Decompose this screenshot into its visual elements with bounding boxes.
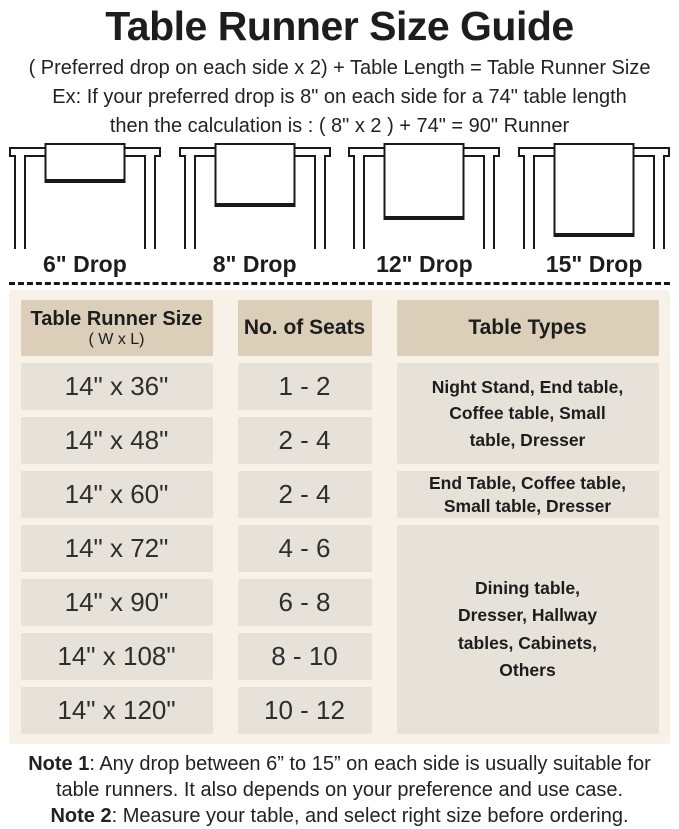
table-types-cell-medium — [397, 471, 659, 518]
table-types-text: Night Stand, End table, Coffee table, Small table, Dresser — [431, 377, 624, 450]
column-table-types — [397, 300, 659, 734]
runner-graphic — [214, 143, 295, 207]
header-runner-size — [21, 300, 213, 356]
formula-text: ( Preferred drop on each side x 2) + Table Length = Table Runner Size — [28, 57, 651, 79]
column-runner-size — [21, 300, 213, 734]
note-2-text: : Measure your table, and select right size before ordering. — [111, 805, 629, 827]
table-leg-left-icon — [353, 155, 365, 249]
size-table-panel — [9, 290, 670, 744]
drop-illustrations — [0, 143, 679, 249]
note-2-label: Note 2 — [50, 805, 112, 827]
drop-illustration-8 — [170, 143, 340, 249]
size-cell: 14" x 120" — [21, 687, 213, 734]
table-leg-left-icon — [14, 155, 26, 249]
table-figure — [348, 143, 500, 249]
seats-cell: 8 - 10 — [238, 633, 372, 680]
seats-cell: 6 - 8 — [238, 579, 372, 626]
size-cell: 14" x 48" — [21, 417, 213, 464]
runner-graphic — [384, 143, 465, 220]
note-1 — [8, 751, 672, 803]
drop-illustration-6 — [0, 143, 170, 249]
seats-cell: 2 - 4 — [238, 417, 372, 464]
dashed-divider — [9, 282, 670, 285]
table-leg-right-icon — [483, 155, 495, 249]
seats-cell: 2 - 4 — [238, 471, 372, 518]
note-2 — [8, 803, 672, 829]
table-leg-left-icon — [184, 155, 196, 249]
table-types-text: Dining table, Dresser, Hallway tables, Cabinets, Others — [457, 578, 598, 680]
header-seats-title: No. of Seats — [243, 316, 366, 339]
size-cell: 14" x 72" — [21, 525, 213, 572]
seats-cell: 4 - 6 — [238, 525, 372, 572]
drop-label: 12" Drop — [376, 251, 473, 277]
table-leg-right-icon — [144, 155, 156, 249]
table-types-cell-small — [397, 363, 659, 464]
seats-cell: 1 - 2 — [238, 363, 372, 410]
page-title: Table Runner Size Guide — [105, 3, 574, 49]
drop-label: 6" Drop — [43, 251, 127, 277]
header-runner-size-title: Table Runner Size — [30, 307, 203, 330]
runner-graphic — [554, 143, 635, 237]
size-cell: 14" x 60" — [21, 471, 213, 518]
example-line-1: Ex: If your preferred drop is 8" on each side for a 74" table length — [52, 86, 627, 108]
drop-illustration-12 — [340, 143, 510, 249]
note-1-text: : Any drop between 6” to 15” on each side is usually suitable for table runners. It also depends on your preference and use case. — [55, 753, 651, 801]
runner-graphic — [44, 143, 125, 183]
table-leg-left-icon — [523, 155, 535, 249]
header-seats — [238, 300, 372, 356]
drop-labels-row — [0, 250, 679, 278]
drop-illustration-15 — [509, 143, 679, 249]
table-leg-right-icon — [314, 155, 326, 249]
size-cell: 14" x 36" — [21, 363, 213, 410]
drop-label: 15" Drop — [545, 251, 643, 277]
header-runner-size-subtitle: ( W x L) — [88, 330, 145, 348]
size-cell: 14" x 90" — [21, 579, 213, 626]
seats-cell: 10 - 12 — [238, 687, 372, 734]
drop-label: 8" Drop — [212, 251, 297, 277]
table-types-cell-large — [397, 525, 659, 734]
table-figure — [518, 143, 670, 249]
header-table-types-title: Table Types — [468, 316, 587, 339]
example-line-2: then the calculation is : ( 8" x 2 ) + 74" = 90" Runner — [109, 115, 570, 137]
notes-section — [0, 751, 679, 829]
table-figure — [179, 143, 331, 249]
table-figure — [9, 143, 161, 249]
column-seats — [238, 300, 372, 734]
size-cell: 14" x 108" — [21, 633, 213, 680]
table-leg-right-icon — [653, 155, 665, 249]
table-types-text: End Table, Coffee table, Small table, Dresser — [428, 472, 627, 516]
size-table — [9, 300, 670, 734]
note-1-label: Note 1 — [28, 753, 90, 775]
header-table-types — [397, 300, 659, 356]
